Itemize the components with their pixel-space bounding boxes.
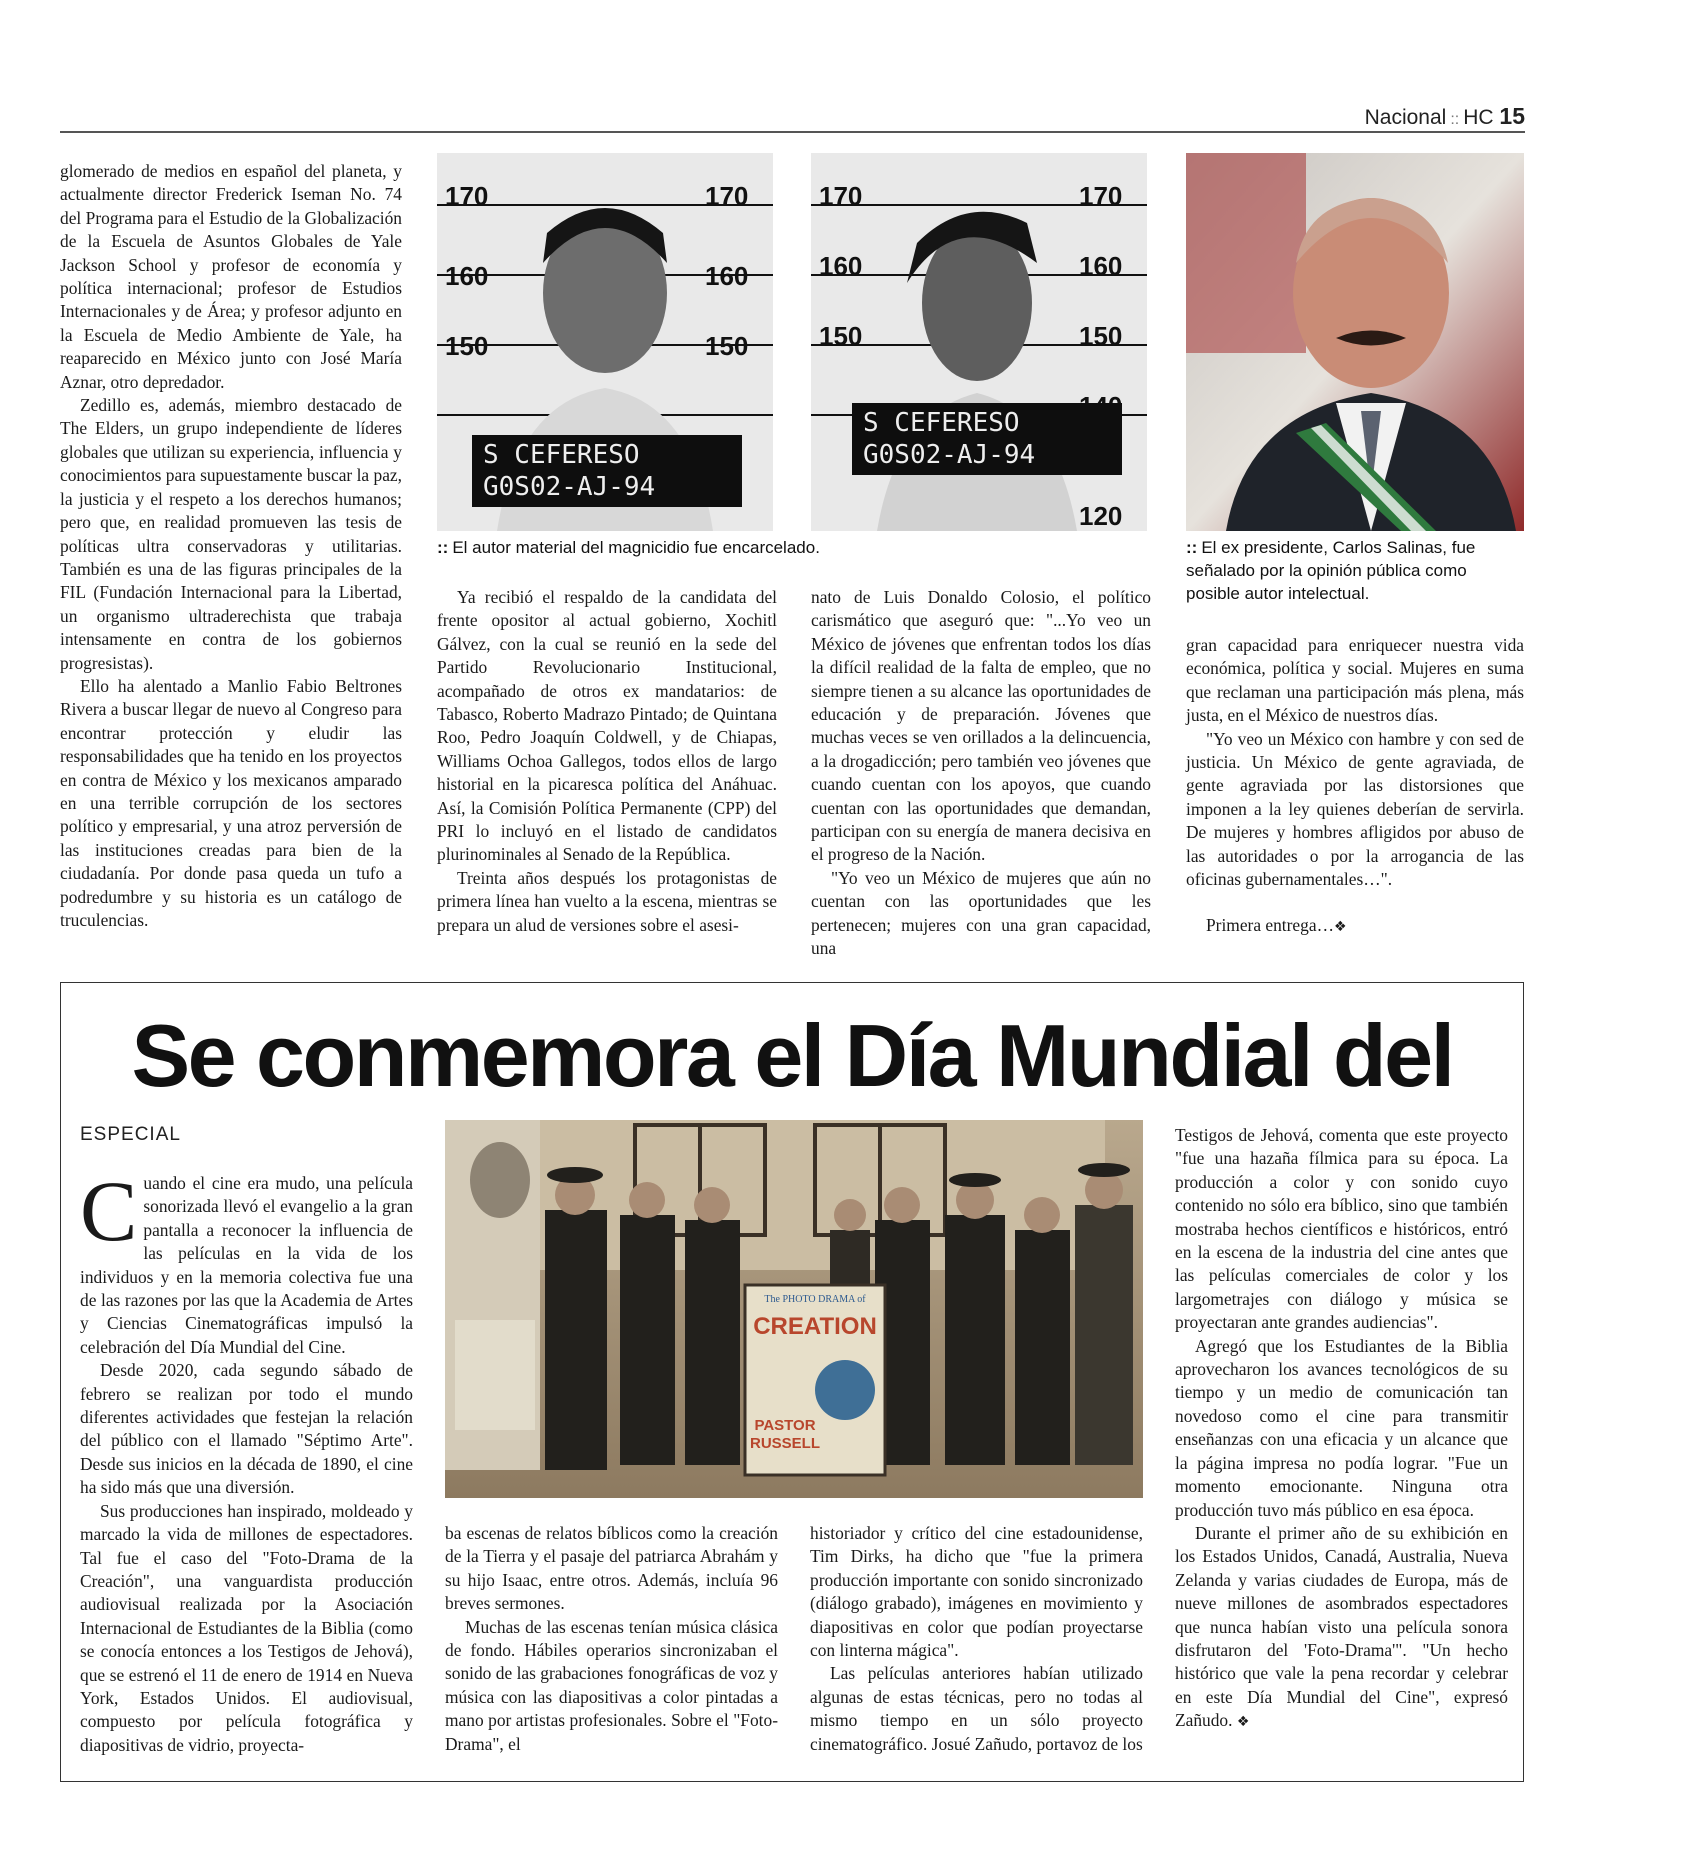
poster-text: The PHOTO DRAMA of (764, 1294, 866, 1305)
paragraph: Agregó que los Estudiantes de la Biblia aprovecharon los avances tecnológicos de su tiempo y un medio de comunicación tan novedoso como el cine para transmitir enseñanzas con una eficacia y un alcance que la página impresa no podía lograr. "Fue un momento emocionante. Ninguna otra producción tuvo más público en esa época. (1175, 1335, 1508, 1520)
lead-text: uando el cine era mudo, una película sonorizada llevó el evangelio a la gran pantalla a reconocer la influencia de las películas en la vida de los individuos y en la memoria colectiva fue una de las razones por las que la Academia de Artes y Ciencias Cinematográficas impulsó la celebración del Día Mundial del Cine. (80, 1173, 413, 1357)
portrait-image (1186, 153, 1524, 531)
height-mark: 150 (819, 321, 863, 351)
article2-column-2 (445, 1522, 778, 1756)
paragraph: Muchas de las escenas tenían música clásica de fondo. Hábiles operarios sincronizaban el sonido de las grabaciones fonográficas de voz y música con las diapositivas a color pintadas a mano por artistas profesionales. Sobre el "Foto-Drama", el (445, 1616, 778, 1754)
height-mark: 150 (705, 331, 749, 361)
height-mark: 150 (445, 331, 489, 361)
paragraph: gran capacidad para enriquecer nuestra vida económica, política y social. Mujeres en suma que reclaman una participación más plena, más justa, en el México de nuestros días. (1186, 635, 1524, 726)
article1-column-3 (811, 586, 1151, 961)
historic-image (445, 1120, 1143, 1498)
poster-text: RUSSELL (749, 1435, 821, 1452)
height-mark: 120 (1079, 501, 1123, 531)
placard-text: G0S02-AJ-94 (863, 440, 1036, 470)
placard-text: S CEFERESO (483, 440, 640, 470)
caption-portrait (1186, 536, 1524, 605)
page-header (60, 103, 1525, 133)
poster-text: PASTOR (754, 1417, 816, 1434)
caption-text: El autor material del magnicidio fue encarcelado. (452, 538, 820, 557)
paragraph: nato de Luis Donaldo Colosio, el político carismático que aseguró que: "...Yo veo un México de jóvenes que enfrentan todos los días la difícil realidad de la falta de empleo, que no siempre tienen a su alcance las oportunidades de educación y de preparación. Jóvenes que muchas veces se ven orillados a la delincuencia, a la drogadicción; pero también veo jóvenes que cuando cuentan con los apoyos, que cuando cuentan con las oportunidades que demandan, participan con su energía de manera decisiva en el progreso de la Nación. (811, 587, 1151, 865)
paragraph: "Yo veo un México de mujeres que aún no cuentan con las oportunidades que les pertenecen; mujeres con una gran capacidad, una (811, 867, 1151, 959)
height-mark: 160 (705, 261, 749, 291)
height-mark: 170 (445, 181, 489, 211)
section-name: Nacional (1364, 106, 1447, 129)
final-text: Durante el primer año de su exhibición en los Estados Unidos, Canadá, Australia, Nueva Zelanda y varias ciudades de Europa, más de nueve millones de asombrados espectadores que nunca habían visto una película sonora disfrutaron del 'Foto-Drama'". "Un hecho histórico que vale la pena recordar y celebrar en este Día Mundial del Cine", expresó Zañudo. (1175, 1522, 1508, 1731)
article2-column-4 (1175, 1124, 1508, 1735)
signoff (1186, 914, 1524, 939)
end-mark-icon: ❖ (1333, 919, 1347, 936)
height-mark: 160 (819, 251, 863, 281)
poster-text: CREATION (753, 1313, 877, 1340)
height-mark: 160 (1079, 251, 1123, 281)
paragraph-final (1175, 1522, 1508, 1735)
article2-headline: Se conmemora el Día Mundial del (131, 1006, 1453, 1105)
caption-marker: :: (1186, 538, 1198, 557)
signoff-text: Primera entrega… (1206, 915, 1334, 936)
publication-name: HC (1463, 106, 1494, 129)
article2-column-3 (810, 1522, 1143, 1756)
historic-photo (445, 1120, 1143, 1498)
dropcap: C (80, 1163, 138, 1259)
end-mark-icon: ❖ (1236, 1714, 1250, 1731)
paragraph: Zedillo es, además, miembro destacado de The Elders, un grupo independiente de líderes globales que utilizan su experiencia, influencia y conocimientos para supuestamente buscar la paz, la justicia y el respeto a los derechos humanos; pero que, en realidad promueven las tesis de políticas ultra conservadoras y utilitarias. También es una de las figuras principales de la FIL (Fundación Internacional para la Libertad, un organismo ultraderechista que trabaja intensamente en contra de los gobiernos progresistas). (60, 395, 402, 673)
header-separator: :: (1450, 111, 1460, 128)
placard-text: S CEFERESO (863, 408, 1020, 438)
height-mark: 150 (1079, 321, 1123, 351)
paragraph: "Yo veo un México con hambre y con sed de justicia. Un México de gente agraviada, de gente agraviada por las distorsiones que imponen a la ley quienes deberían de servirla. De mujeres y hombres afligidos por abuso de las autoridades o por la arrogancia de las oficinas gubernamentales…". (1186, 728, 1524, 890)
mugshot-image (437, 153, 1147, 531)
page-number: 15 (1499, 103, 1525, 129)
mugshot-photo (437, 153, 1147, 531)
article1-column-2 (437, 586, 777, 937)
paragraph: Treinta años después los protagonistas de primera línea han vuelto a la escena, mientras se prepara un alud de versiones sobre el asesi- (437, 867, 777, 935)
article1-column-4 (1186, 634, 1524, 940)
paragraph: historiador y crítico del cine estadounidense, Tim Dirks, ha dicho que "fue la primera producción importante con sonido sincronizado (diálogo grabado), imágenes en movimiento y diapositivas en color que podían proyectarse con linterna mágica". (810, 1523, 1143, 1661)
article1-column-1 (60, 160, 402, 932)
paragraph: Ello ha alentado a Manlio Fabio Beltrones Rivera a buscar llegar de nuevo al Congreso para encontrar protección y eludir las responsabilidades que ha tenido en los proyectos en contra de México y los mexicanos amparado en una terrible corrupción de los sectores político y empresarial, y una atroz perversión de las instituciones creadas para bien de la ciudadanía. Por donde pasa queda un tufo a podredumbre y su historia es un catálogo de truculencias. (60, 675, 402, 930)
paragraph: Testigos de Jehová, comenta que este proyecto "fue una hazaña fílmica para su época. La producción a color y con sonido cuyo contenido no sólo era bíblico, sino que también mostraba hechos científicos e históricos, entró en la escena de la industria del cine antes que las películas comerciales de color y los largometrajes con diálogo y música se proyectaran ante grandes audiencias". (1175, 1125, 1508, 1333)
height-mark: 160 (445, 261, 489, 291)
height-mark: 170 (1079, 181, 1123, 211)
paragraph-lead (80, 1163, 413, 1359)
height-mark: 170 (705, 181, 749, 211)
paragraph: glomerado de medios en español del planeta, y actualmente director Frederick Iseman No. 74 del Programa para el Estudio de la Globalización de la Escuela de Asuntos Globales de Yale Jackson School y profesor de economía y política internacional; profesor de Estudios Internacionales y de Área; y profesor adjunto en la Escuela de Medio Ambiente de Yale, ha reaparecido en México junto con José María Aznar, otro depredador. (60, 161, 402, 392)
article2-column-1 (80, 1163, 413, 1757)
caption-mugshot (437, 536, 1147, 559)
paragraph: ba escenas de relatos bíblicos como la creación de la Tierra y el pasaje del patriarca Abrahám y su hijo Isaac, entre otros. Además, incluía 96 breves sermones. (445, 1523, 778, 1614)
caption-marker: :: (437, 538, 449, 557)
paragraph: Ya recibió el respaldo de la candidata del frente opositor al actual gobierno, Xochitl Gálvez, con la cual se reunió en la sede del Partido Revolucionario Institucional, acompañado de otros ex mandatarios: de Tabasco, Roberto Madrazo Pintado; de Quintana Roo, Pedro Joaquín Coldwell, y de Chiapas, Williams Ochoa Gallegos, todos ellos de largo historial en la picaresca política del Anáhuac. Así, la Comisión Política Permanente (CPP) del PRI lo incluyó en el listado de candidatos plurinominales al Senado de la República. (437, 587, 777, 865)
paragraph: Las películas anteriores habían utilizado algunas de estas técnicas, pero no todas al mismo tiempo en un sólo proyecto cinematográfico. Josué Zañudo, portavoz de los (810, 1663, 1143, 1754)
paragraph: Sus producciones han inspirado, moldeado y marcado la vida de millones de espectadores. Tal fue el caso del "Foto-Drama de la Creación", una vanguardista producción audiovisual realizada por la Asociación Internacional de Estudiantes de la Biblia (como se conocía entonces a los Testigos de Jehová), que se estrenó el 11 de enero de 1914 en Nueva York, Estados Unidos. El audiovisual, compuesto por película fotográfica y diapositivas de vidrio, proyecta- (80, 1500, 413, 1755)
article2-kicker: ESPECIAL (80, 1124, 181, 1145)
placard-text: G0S02-AJ-94 (483, 472, 656, 502)
portrait-photo (1186, 153, 1524, 531)
caption-text: El ex presidente, Carlos Salinas, fue señalado por la opinión pública como posible autor intelectual. (1186, 538, 1476, 603)
height-mark: 170 (819, 181, 863, 211)
section-label (1365, 103, 1525, 130)
paragraph: Desde 2020, cada segundo sábado de febrero se realizan por todo el mundo diferentes actividades que festejan la relación del público con el llamado "Séptimo Arte". Desde sus inicios en la década de 1890, el cine ha sido más que una diversión. (80, 1360, 413, 1498)
